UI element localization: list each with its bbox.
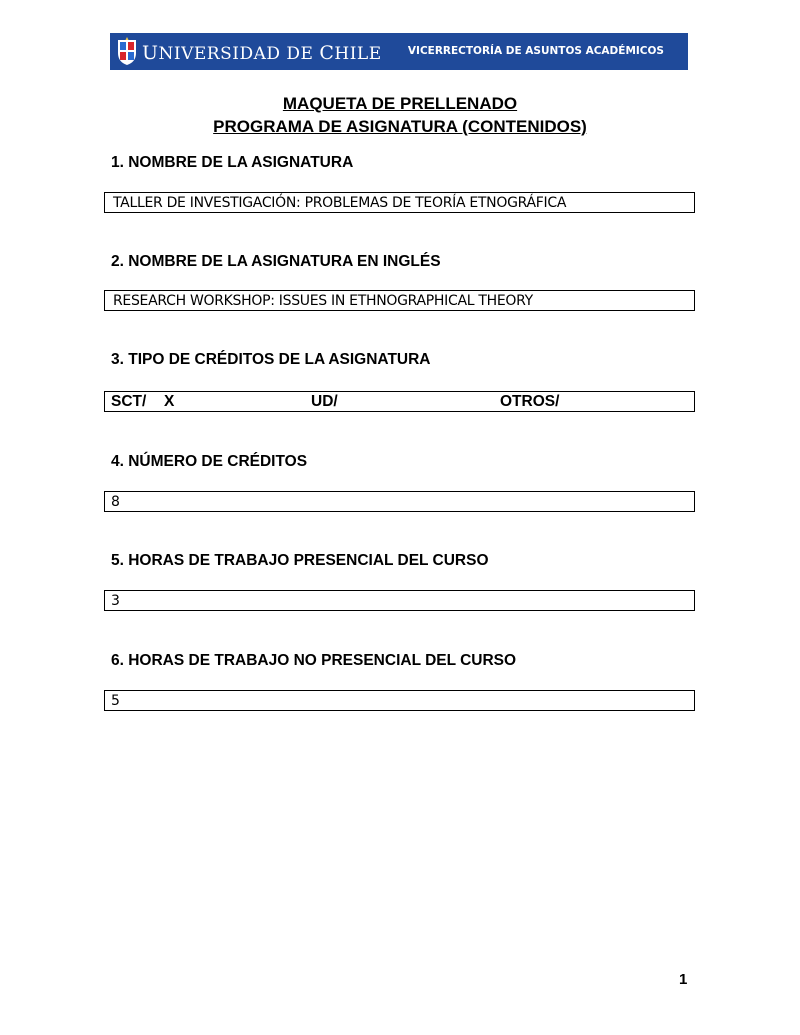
credit-type-otros: OTROS/: [500, 393, 560, 410]
section-2-heading: 2. NOMBRE DE LA ASIGNATURA EN INGLÉS: [111, 253, 441, 270]
presential-hours-value: 3: [111, 593, 120, 609]
credit-type-sct-mark: X: [164, 393, 175, 410]
section-4-heading: 4. NÚMERO DE CRÉDITOS: [111, 453, 308, 470]
presential-hours-field: [104, 590, 695, 611]
credit-type-ud: UD/: [311, 393, 338, 410]
course-name-english-value: RESEARCH WORKSHOP: ISSUES IN ETHNOGRAPHICAL THEORY: [113, 293, 533, 309]
non-presential-hours-value: 5: [111, 693, 120, 709]
credits-number-value: 8: [111, 494, 120, 510]
university-seal-icon: [116, 37, 138, 66]
credit-type-sct: SCT/: [111, 393, 147, 410]
credit-type-field: [104, 391, 695, 412]
page-number: 1: [679, 971, 688, 988]
section-1-heading: 1. NOMBRE DE LA ASIGNATURA: [111, 154, 354, 171]
section-3-heading: 3. TIPO DE CRÉDITOS DE LA ASIGNATURA: [111, 351, 431, 368]
course-name-value: TALLER DE INVESTIGACIÓN: PROBLEMAS DE TEORÍA ETNOGRÁFICA: [113, 195, 567, 211]
document-subtitle: PROGRAMA DE ASIGNATURA (CONTENIDOS): [213, 117, 587, 136]
office-name: VICERRECTORÍA DE ASUNTOS ACADÉMICOS: [407, 45, 664, 57]
university-name: UNIVERSIDAD DE CHILE: [142, 42, 382, 64]
course-name-field: [104, 192, 695, 213]
section-6-heading: 6. HORAS DE TRABAJO NO PRESENCIAL DEL CURSO: [111, 652, 517, 669]
course-name-english-field: [104, 290, 695, 311]
document-title: MAQUETA DE PRELLENADO: [282, 94, 518, 113]
non-presential-hours-field: [104, 690, 695, 711]
credits-number-field: [104, 491, 695, 512]
header-banner: [110, 33, 688, 70]
section-5-heading: 5. HORAS DE TRABAJO PRESENCIAL DEL CURSO: [111, 552, 489, 569]
